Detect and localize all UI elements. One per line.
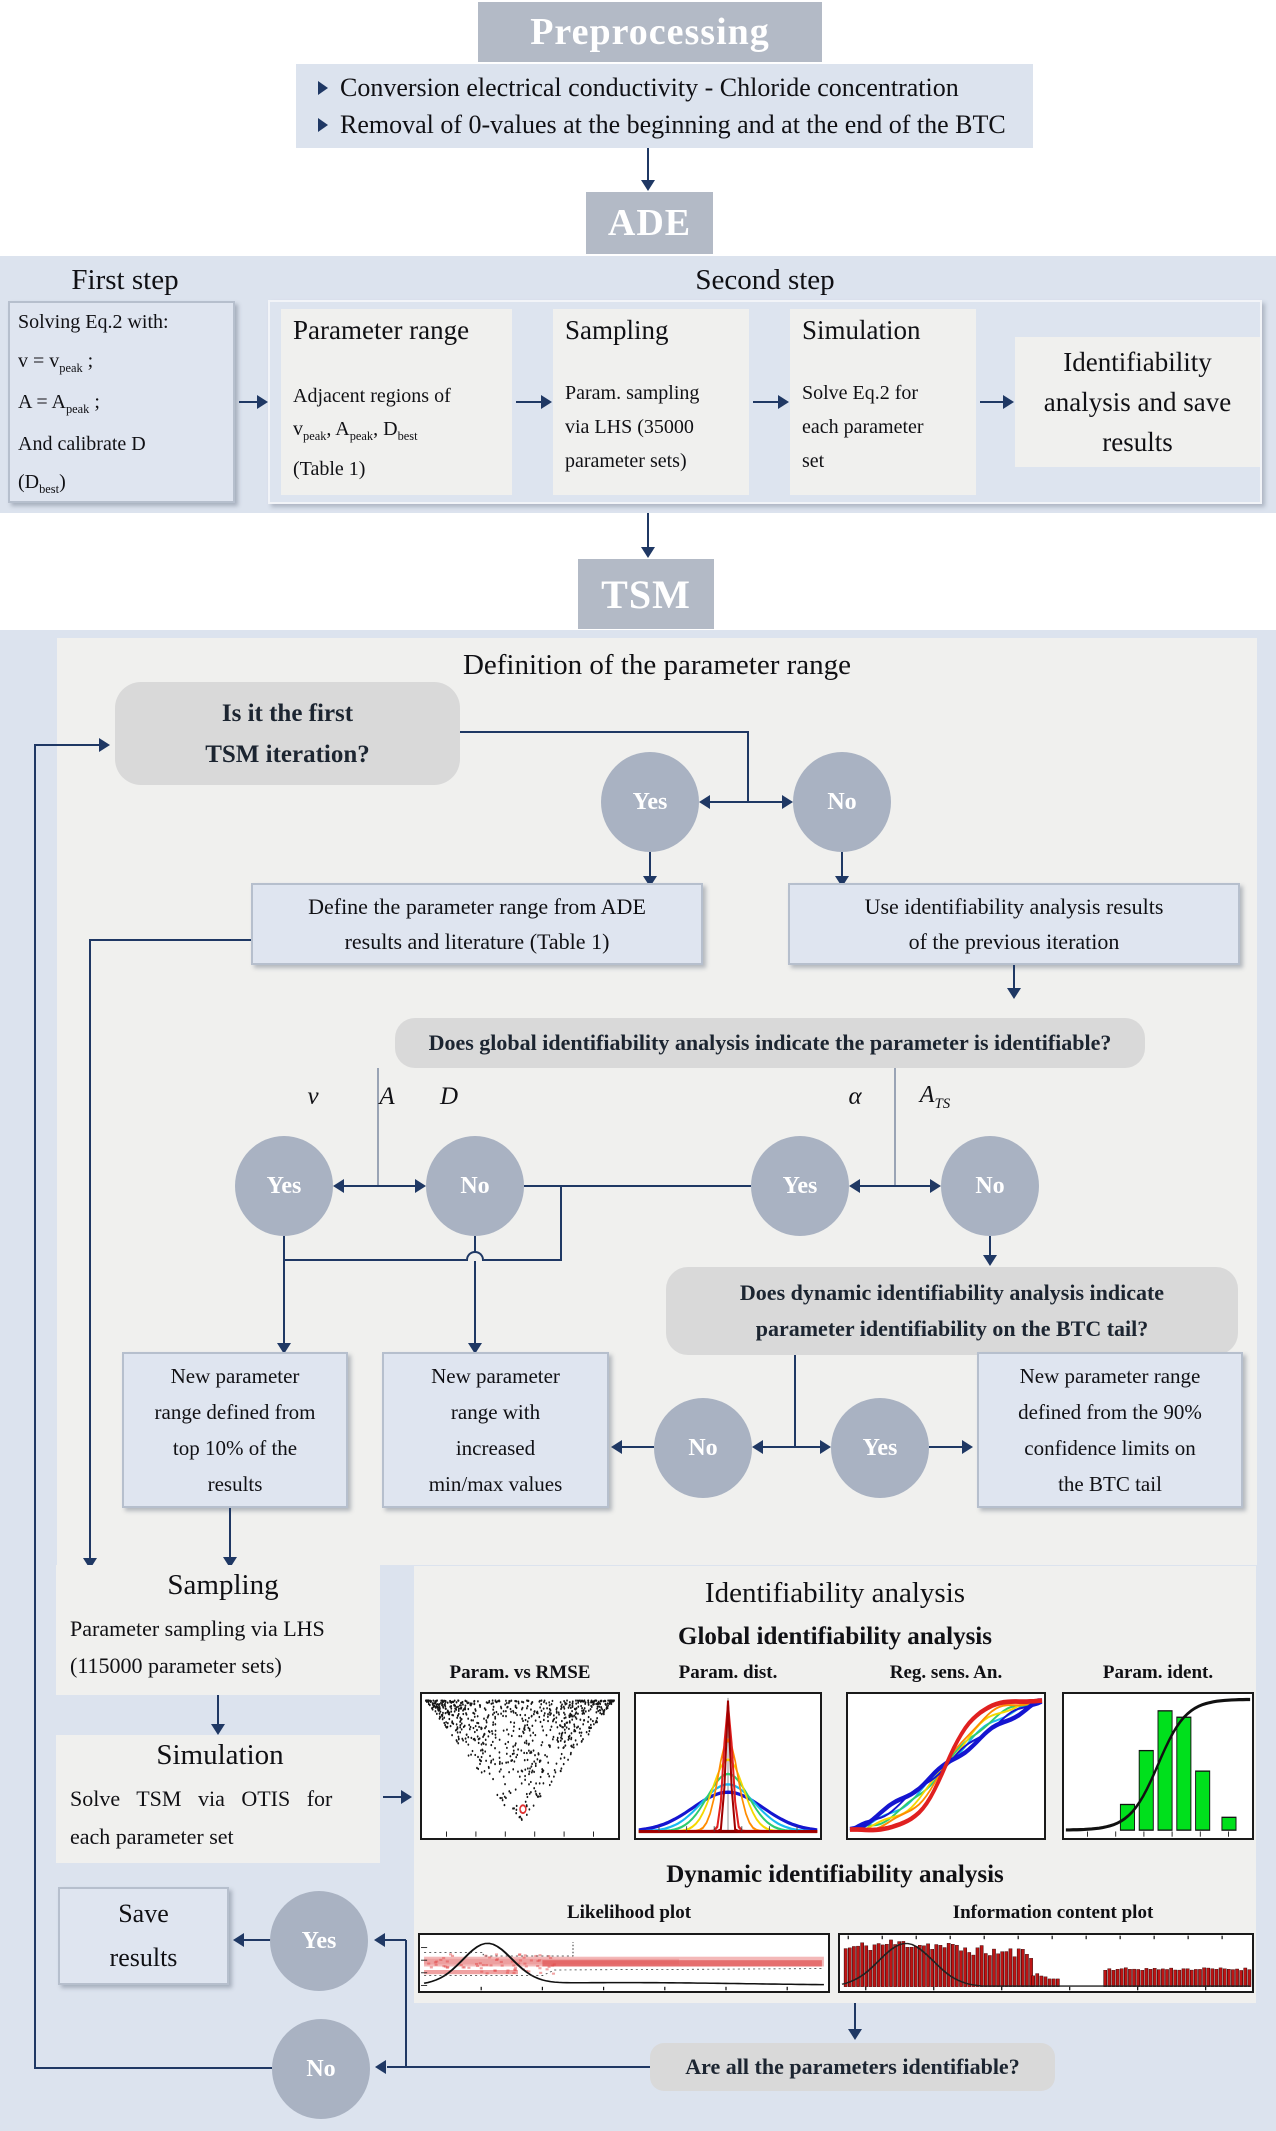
plot-title-ident (1062, 1658, 1254, 1688)
no-circle-4 (654, 1398, 752, 1498)
ade-simulation-box (790, 309, 976, 495)
top10-line: New parameter (170, 1364, 300, 1388)
feedback-no-arrow-head (99, 738, 110, 752)
param-label-ats (905, 1080, 965, 1114)
arrow-sampling-to-simulation-line2 (217, 1695, 219, 1725)
first-step-line: Solving Eq.2 with: (18, 311, 169, 333)
plot-title-dist-text: Param. dist. (678, 1662, 778, 1683)
plot-title-ident-text: Param. ident. (1102, 1662, 1214, 1683)
no-circle-5 (272, 2019, 370, 2119)
preprocessing-bullet-row (318, 73, 1033, 103)
ade-simulation-line: Solve Eq.2 for (802, 382, 919, 404)
ade-title (586, 192, 713, 254)
definition-heading (257, 645, 1057, 685)
line-branch-up-yes5 (405, 1940, 407, 2067)
ade-title-label: ADE (607, 202, 692, 244)
yes-circle-3 (751, 1136, 849, 1236)
arrow-no3-to-dynamic-head (983, 1255, 997, 1266)
line-dynamic-down (794, 1355, 796, 1447)
identifiability-heading (474, 1574, 1196, 1612)
yes-circle-5 (270, 1891, 368, 1991)
arrow-range-to-sampling-head (541, 395, 552, 409)
global-identifiability-heading (474, 1620, 1196, 1654)
param-label-alpha-text: α (848, 1083, 862, 1110)
connector-yes1-no1 (709, 801, 784, 803)
param-label-a (370, 1080, 404, 1114)
arrow-panel-to-final-head (848, 2029, 862, 2040)
line-final-to-no5 (387, 2066, 650, 2068)
tsm-simulation-box (56, 1735, 380, 1863)
connector-yes3-no3 (859, 1185, 931, 1187)
plot-title-info-content (848, 1898, 1258, 1928)
plot-title-rmse-text: Param. vs RMSE (449, 1662, 591, 1683)
feedback-no-bottom-line (34, 2067, 272, 2069)
arrow-ade-to-tsm-line (647, 513, 649, 548)
preprocessing-box (296, 64, 1033, 148)
plot-title-sens (846, 1658, 1046, 1688)
ade-identifiability-box (1015, 337, 1260, 467)
param-label-ats-text: $A_{TS}$ (919, 1081, 951, 1112)
preprocessing-title (478, 2, 822, 62)
tsm-simulation-line: Solve TSM via OTIS for (70, 1786, 333, 1811)
plot-param-dist (634, 1692, 822, 1840)
definition-heading-text: Definition of the parameter range (462, 648, 852, 681)
top10-line: top 10% of the (172, 1436, 298, 1460)
connector-hop-right (484, 1259, 562, 1261)
arrow-use-to-global-line (1013, 965, 1015, 989)
plot-title-dist (634, 1658, 822, 1688)
parameter-range-line: Adjacent regions of (293, 385, 451, 407)
arrow-first-to-range-line (239, 401, 258, 403)
connector-yes2-no2 (343, 1185, 416, 1187)
arrow-into-yes5-head (374, 1933, 385, 1947)
plot-title-sens-text: Reg. sens. An. (889, 1662, 1003, 1683)
no-circle-3 (941, 1136, 1039, 1236)
plot-likelihood (418, 1933, 830, 1993)
preprocessing-bullet-row (318, 110, 1033, 140)
identifiability-heading-text: Identifiability analysis (704, 1576, 966, 1609)
yes-circle-3-label: Yes (782, 1172, 818, 1199)
dynamic-question-box (666, 1267, 1238, 1355)
minmax-range-box (382, 1352, 609, 1508)
ade-sampling-line: parameter sets) (565, 450, 687, 472)
first-iteration-question-line: TSM iteration? (205, 740, 370, 768)
no-circle-5-label: No (306, 2055, 336, 2082)
parameter-range-box (281, 309, 512, 495)
confidence-line: the BTC tail (1058, 1472, 1162, 1496)
confidence-line: defined from the 90% (1018, 1400, 1202, 1424)
global-identifiability-heading-text: Global identifiability analysis (678, 1623, 992, 1650)
arrow-into-no1-head (782, 795, 793, 809)
arrow-into-no3-head (930, 1179, 941, 1193)
param-label-d (432, 1080, 466, 1114)
tsm-sampling-line: Parameter sampling via LHS (70, 1616, 325, 1641)
ade-sampling-box (553, 309, 749, 495)
arrow-yes4-to-confidence-line (929, 1446, 963, 1448)
arrow-sampling-to-simulation-head2 (211, 1724, 225, 1735)
no-circle-1-label: No (827, 788, 857, 815)
ade-sampling-line: via LHS (35000 (565, 416, 694, 438)
no-circle-2-label: No (460, 1172, 490, 1199)
top10-line: results (207, 1472, 263, 1496)
connector-no2-to-yes3 (524, 1185, 751, 1187)
feedback-define-vertical (89, 939, 91, 1559)
second-step-label (600, 261, 930, 299)
confidence-line: New parameter range (1019, 1364, 1201, 1388)
second-step-label-text: Second step (695, 263, 835, 296)
no-circle-2 (426, 1136, 524, 1236)
arrow-sampling-to-simulation-head (778, 395, 789, 409)
tsm-sampling-title: Sampling (167, 1569, 279, 1601)
define-range-line: results and literature (Table 1) (344, 929, 610, 954)
arrow-into-no5-head (375, 2060, 386, 2074)
connector-hop-left (284, 1259, 466, 1261)
define-range-line: Define the parameter range from ADE (308, 894, 646, 919)
connector-no4-yes4 (762, 1446, 821, 1448)
save-results-line: Save (118, 1899, 169, 1928)
arrow-first-to-range-head (257, 395, 268, 409)
final-question-text: Are all the parameters identifiable? (685, 2054, 1020, 2079)
ade-sampling-line: Param. sampling (565, 382, 700, 404)
feedback-no-vertical-line (34, 744, 36, 2069)
save-results-line: results (109, 1943, 178, 1972)
feedback-define-horizontal (90, 939, 251, 941)
plot-title-likelihood (424, 1898, 834, 1928)
no-circle-4-label: No (688, 1434, 718, 1461)
first-step-box (8, 301, 235, 503)
line-yes2-down (283, 1236, 285, 1344)
first-step-line: $v = v_{peak}$ ; (18, 349, 94, 375)
ade-identifiability-line: results (1102, 427, 1173, 457)
bullet-icon (318, 81, 328, 95)
tsm-title (578, 559, 714, 629)
arrow-yes1-to-define-line (649, 852, 651, 877)
param-label-a-text: A (379, 1083, 395, 1110)
yes-circle-1 (601, 752, 699, 852)
first-step-line: $A = A_{peak}$ ; (18, 391, 100, 416)
yes-circle-2 (235, 1136, 333, 1236)
arrow-range-to-sampling-line (516, 401, 542, 403)
parameter-range-line: $v_{peak}$, $A_{peak}$, $D_{best}$ (293, 418, 418, 443)
use-identifiability-line: Use identifiability analysis results (864, 894, 1164, 919)
param-label-v (296, 1080, 330, 1114)
feedback-no-top-line (34, 744, 100, 746)
first-step-label (30, 261, 220, 299)
first-iteration-question-line: Is it the first (221, 699, 354, 727)
minmax-line: increased (455, 1436, 536, 1460)
no-circle-3-label: No (975, 1172, 1005, 1199)
arrow-yes4-to-confidence-head (962, 1440, 973, 1454)
no-circle-1 (793, 752, 891, 852)
dynamic-identifiability-heading (474, 1858, 1196, 1892)
ade-sampling-title: Sampling (565, 315, 669, 345)
final-question-box (650, 2043, 1055, 2091)
define-range-box (251, 883, 703, 965)
arrow-top10-to-sampling-line (229, 1508, 231, 1558)
tsm-sampling-line: (115000 parameter sets) (70, 1653, 282, 1678)
plot-info-content (838, 1933, 1254, 1993)
first-step-line: $(D_{best})$ (18, 471, 66, 496)
plot-reg-sens (846, 1692, 1046, 1840)
stub-right-params (894, 1068, 896, 1185)
arrow-simulation-to-panel-head (401, 1790, 412, 1804)
tsm-sampling-box (56, 1565, 380, 1695)
ade-simulation-line: each parameter (802, 416, 924, 438)
arrow-no4-to-minmax-line (621, 1446, 654, 1448)
arrow-no1-to-use-line (841, 852, 843, 877)
preprocessing-title-label: Preprocessing (530, 11, 770, 53)
ade-identifiability-line: analysis and save (1043, 387, 1232, 417)
global-question-box (395, 1018, 1145, 1068)
param-label-v-text: ν (307, 1083, 319, 1110)
preprocessing-bullet-1: Conversion electrical conductivity - Chloride concentration (340, 72, 959, 102)
first-iteration-question-box (115, 682, 460, 785)
ade-simulation-title: Simulation (802, 315, 921, 345)
plot-param-ident (1062, 1692, 1254, 1840)
connector-branch-down (560, 1185, 562, 1261)
arrow-preprocessing-to-ade-line (647, 148, 649, 181)
use-identifiability-line: of the previous iteration (908, 929, 1120, 954)
arrow-preprocessing-to-ade-head (641, 180, 655, 191)
tsm-simulation-title: Simulation (156, 1739, 284, 1771)
line-into-yes5 (385, 1939, 406, 1941)
bullet-icon (318, 118, 328, 132)
dynamic-identifiability-heading-text: Dynamic identifiability analysis (666, 1861, 1004, 1888)
parameter-range-line: (Table 1) (293, 458, 366, 480)
use-identifiability-box (788, 883, 1240, 965)
confidence-range-box (977, 1352, 1243, 1508)
arrow-simulation-to-identifiability-line (980, 401, 1004, 403)
param-label-d-text: D (439, 1083, 459, 1110)
yes-circle-4 (831, 1398, 929, 1498)
first-step-label-text: First step (71, 263, 179, 296)
ade-simulation-line: set (802, 450, 825, 472)
minmax-line: New parameter (431, 1364, 560, 1388)
yes-circle-5-label: Yes (301, 1927, 337, 1954)
ade-identifiability-line: Identifiability (1063, 347, 1212, 377)
arrow-into-yes4-head (820, 1440, 831, 1454)
arrow-panel-to-final-line (854, 2003, 856, 2030)
arrow-use-to-global-head (1007, 988, 1021, 999)
yes-circle-4-label: Yes (862, 1434, 898, 1461)
param-label-alpha (838, 1080, 872, 1114)
plot-param-vs-rmse (420, 1692, 620, 1840)
save-results-box (58, 1887, 229, 1985)
plot-title-rmse (420, 1658, 620, 1688)
first-step-line: And calibrate D (18, 432, 146, 455)
yes-circle-1-label: Yes (632, 788, 668, 815)
arrow-no3-to-dynamic-line (989, 1236, 991, 1256)
dynamic-question-line: parameter identifiability on the BTC tail? (755, 1316, 1149, 1341)
line-yes5-to-save (243, 1939, 271, 1941)
arrow-simulation-to-identifiability-head (1003, 395, 1014, 409)
connector-q1-horizontal (460, 731, 749, 733)
minmax-line: min/max values (428, 1472, 563, 1496)
yes-circle-2-label: Yes (266, 1172, 302, 1199)
arrow-ade-to-tsm-head (641, 547, 655, 558)
tsm-title-label: TSM (601, 571, 691, 617)
minmax-line: range with (450, 1400, 541, 1424)
parameter-range-title: Parameter range (293, 315, 470, 345)
top10-line: range defined from (154, 1400, 316, 1424)
connector-q1-vertical (747, 731, 749, 802)
dynamic-question-line: Does dynamic identifiability analysis indicate (739, 1280, 1165, 1305)
plot-title-info-content-text: Information content plot (952, 1902, 1154, 1923)
top10-range-box (122, 1352, 348, 1508)
arrow-simulation-to-panel-line (383, 1796, 402, 1798)
arrow-sampling-to-simulation-line (753, 401, 779, 403)
preprocessing-bullet-2: Removal of 0-values at the beginning and at the end of the BTC (340, 109, 1006, 139)
plot-title-likelihood-text: Likelihood plot (566, 1902, 692, 1923)
global-question-text: Does global identifiability analysis indicate the parameter is identifiable? (428, 1030, 1112, 1055)
confidence-line: confidence limits on (1024, 1436, 1196, 1460)
arrow-into-no2-head (415, 1179, 426, 1193)
tsm-simulation-line: each parameter set (70, 1824, 234, 1849)
